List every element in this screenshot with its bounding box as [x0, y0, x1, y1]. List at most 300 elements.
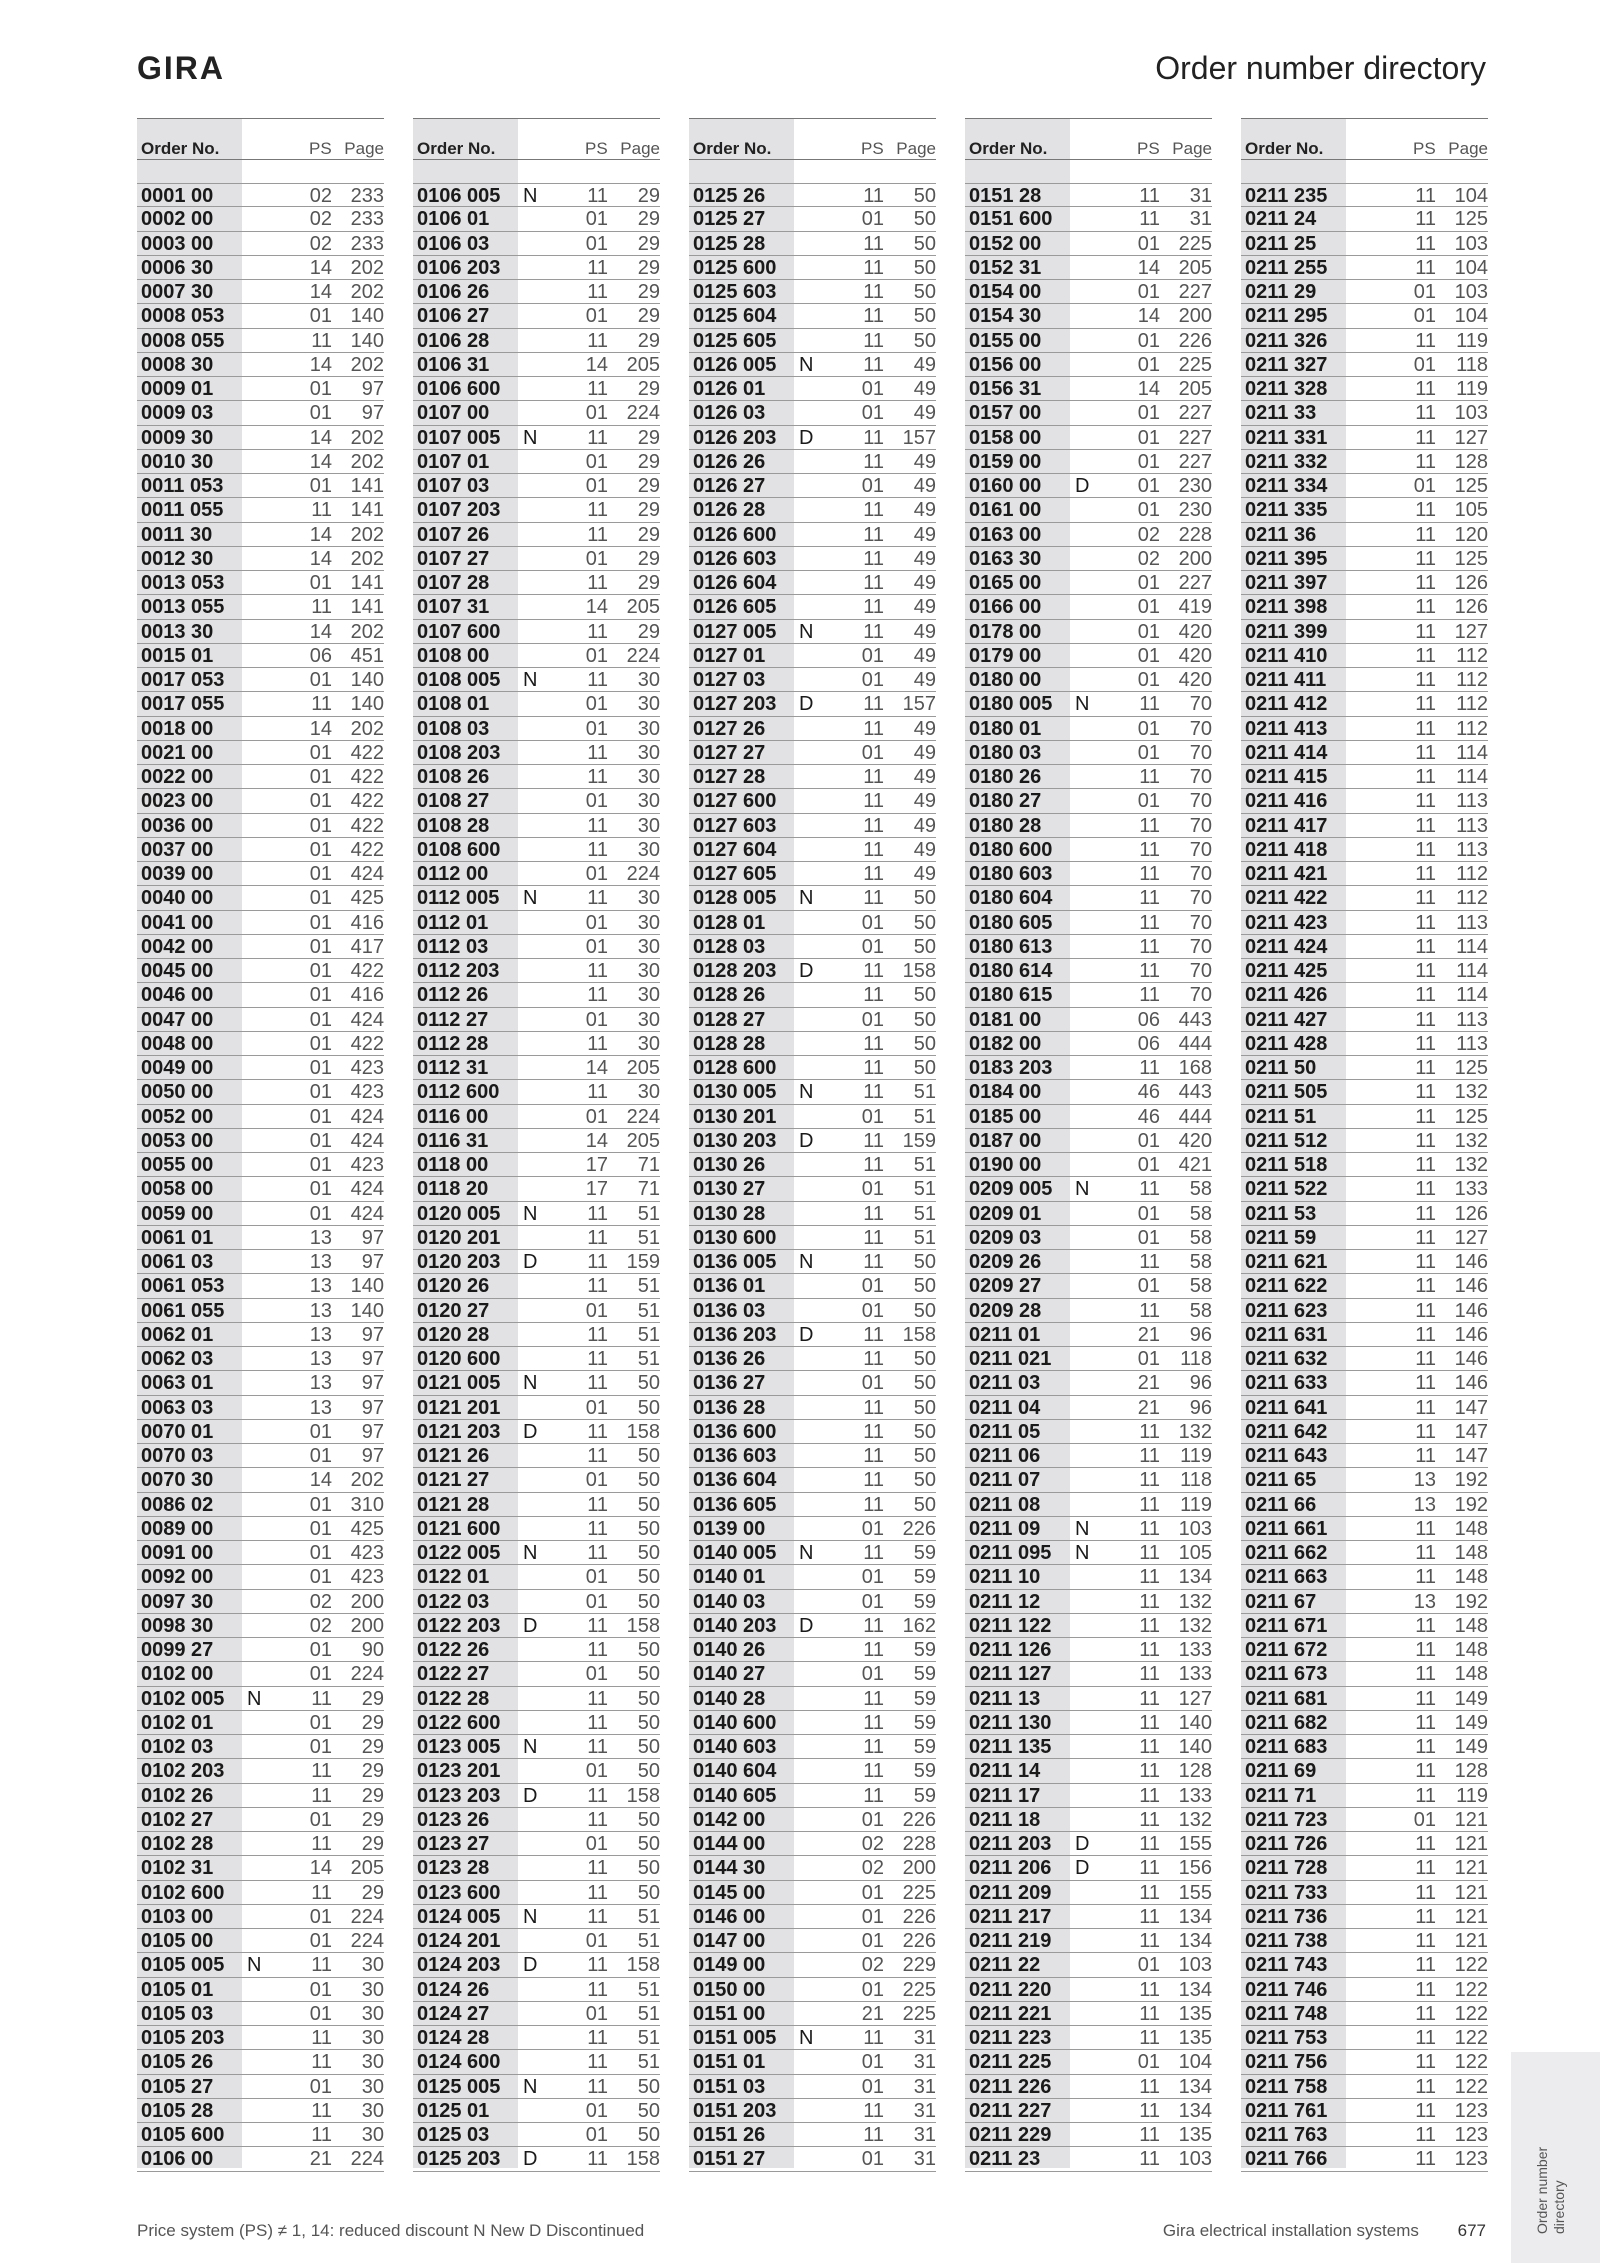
footer-company: Gira electrical installation systems	[1162, 2221, 1419, 2240]
price-system: 11	[1415, 1226, 1436, 1249]
page-ref: 50	[637, 2099, 660, 2122]
status-flag: N	[799, 620, 814, 643]
order-number: 0116 31	[417, 1129, 489, 1152]
table-row	[689, 1347, 936, 1371]
table-row	[137, 1250, 384, 1274]
page-ref: 31	[913, 2075, 936, 2098]
page-ref: 132	[1454, 1081, 1488, 1104]
table-row	[413, 1856, 660, 1880]
table-row	[137, 1953, 384, 1977]
table-row	[965, 207, 1212, 231]
page-ref: 451	[350, 644, 384, 667]
order-number: 0046 00	[141, 984, 214, 1007]
order-number: 0211 229	[969, 2124, 1052, 2146]
page-ref: 158	[902, 1323, 936, 1346]
page-ref: 148	[1454, 1663, 1488, 1686]
table-row	[1241, 1784, 1488, 1808]
price-system: 11	[1139, 863, 1160, 885]
status-flag: N	[523, 2075, 538, 2098]
page-ref: 104	[1454, 305, 1488, 328]
table-row	[1241, 1371, 1488, 1395]
order-number: 0144 00	[693, 1833, 766, 1855]
table-row	[689, 1226, 936, 1250]
table-row	[689, 1129, 936, 1153]
table-row	[137, 1881, 384, 1905]
table-row	[137, 1662, 384, 1686]
table-row	[965, 1590, 1212, 1614]
price-system: 01	[309, 1105, 332, 1128]
price-system: 01	[585, 1833, 608, 1855]
order-number: 0211 512	[1245, 1129, 1328, 1152]
page-ref: 443	[1178, 1081, 1212, 1104]
page-ref: 51	[637, 1323, 660, 1346]
order-number: 0127 27	[693, 741, 766, 764]
page-ref: 425	[350, 1517, 384, 1540]
order-number: 0163 00	[969, 523, 1042, 546]
page-ref: 423	[350, 1081, 384, 1104]
table-row	[137, 1735, 384, 1759]
table-row	[689, 1905, 936, 1929]
page-ref: 30	[637, 693, 660, 716]
page-ref: 49	[913, 669, 936, 691]
table-row	[965, 1905, 1212, 1929]
page-ref: 50	[637, 1881, 660, 1904]
table-row	[1241, 1856, 1488, 1880]
page-ref: 140	[1178, 1736, 1212, 1758]
price-system: 11	[587, 256, 608, 279]
order-number: 0105 00	[141, 1930, 214, 1952]
table-row	[689, 862, 936, 886]
price-system: 11	[863, 1711, 884, 1734]
order-number: 0140 600	[693, 1711, 777, 1734]
price-system: 01	[1413, 353, 1436, 376]
page-ref: 51	[637, 1275, 660, 1298]
page-ref: 127	[1454, 426, 1488, 449]
table-row	[965, 329, 1212, 353]
table-row	[1241, 450, 1488, 474]
order-number: 0209 27	[969, 1275, 1042, 1298]
page-ref: 51	[637, 1930, 660, 1952]
page-ref: 29	[637, 185, 660, 207]
price-system: 01	[585, 2124, 608, 2146]
order-number: 0103 00	[141, 1905, 214, 1928]
price-system: 02	[1137, 547, 1160, 570]
price-system: 14	[1137, 305, 1160, 328]
table-row	[1241, 523, 1488, 547]
price-system: 01	[585, 1396, 608, 1419]
page-ref: 422	[350, 814, 384, 837]
status-flag: N	[1075, 1517, 1090, 1540]
page-ref: 50	[637, 1808, 660, 1831]
order-number: 0128 03	[693, 935, 766, 958]
order-number: 0211 66	[1245, 1493, 1317, 1516]
order-number: 0156 00	[969, 353, 1042, 376]
page-ref: 202	[350, 353, 384, 376]
page-ref: 168	[1178, 1057, 1212, 1079]
order-number: 0127 005	[693, 620, 777, 643]
page-ref: 29	[361, 1881, 384, 1904]
order-number: 0211 673	[1245, 1663, 1328, 1686]
price-system: 01	[309, 1711, 332, 1734]
page-ref: 155	[1178, 1833, 1212, 1855]
page-ref: 113	[1456, 1032, 1488, 1055]
table-row	[413, 1129, 660, 1153]
page-ref: 132	[1178, 1590, 1212, 1613]
price-system: 11	[587, 1639, 608, 1661]
order-number: 0130 203	[693, 1129, 777, 1152]
page-ref: 113	[1456, 814, 1488, 837]
price-system: 01	[861, 1105, 884, 1128]
page-ref: 29	[637, 475, 660, 497]
price-system: 01	[861, 1663, 884, 1686]
table-row	[137, 1905, 384, 1929]
page-ref: 205	[350, 1857, 384, 1880]
page-ref: 202	[350, 256, 384, 279]
table-row	[965, 1614, 1212, 1638]
page-ref: 51	[637, 1202, 660, 1225]
table-row	[137, 2147, 384, 2171]
page-ref: 97	[361, 1348, 384, 1370]
page-ref: 50	[913, 935, 936, 958]
price-system: 11	[587, 1445, 608, 1467]
table-row	[689, 1929, 936, 1953]
table-row	[689, 256, 936, 280]
table-row	[965, 1565, 1212, 1589]
order-number: 0136 26	[693, 1348, 766, 1370]
order-number: 0107 03	[417, 475, 490, 497]
price-system: 13	[309, 1323, 332, 1346]
table-row	[137, 1638, 384, 1662]
status-flag: D	[1075, 475, 1090, 497]
order-number: 0002 00	[141, 208, 214, 231]
table-row	[965, 862, 1212, 886]
order-number: 0211 723	[1245, 1808, 1328, 1831]
table-row	[413, 1347, 660, 1371]
page-ref: 135	[1178, 2124, 1212, 2146]
order-number: 0211 746	[1245, 1978, 1328, 2001]
page-ref: 49	[913, 499, 936, 522]
price-system: 11	[1415, 984, 1436, 1007]
order-number: 0106 28	[417, 329, 490, 352]
status-flag: D	[799, 1129, 814, 1152]
price-system: 13	[309, 1348, 332, 1370]
page-ref: 422	[350, 838, 384, 861]
price-system: 11	[1139, 1833, 1160, 1855]
price-system: 11	[1139, 1420, 1160, 1443]
order-number: 0130 28	[693, 1202, 766, 1225]
page-ref: 126	[1454, 1202, 1488, 1225]
price-system: 11	[587, 572, 608, 594]
page-ref: 149	[1454, 1736, 1488, 1758]
order-number: 0211 33	[1245, 402, 1317, 425]
price-system: 01	[585, 693, 608, 716]
price-system: 02	[309, 1614, 332, 1637]
page-ref: 149	[1454, 1711, 1488, 1734]
table-row	[1241, 2050, 1488, 2074]
table-row	[137, 207, 384, 231]
table-row	[965, 1808, 1212, 1832]
page-ref: 58	[1189, 1202, 1212, 1225]
page-ref: 29	[637, 523, 660, 546]
price-system: 11	[1415, 1275, 1436, 1298]
table-row	[1241, 1129, 1488, 1153]
table-row	[413, 1371, 660, 1395]
page-ref: 50	[637, 2124, 660, 2146]
status-flag: N	[1075, 693, 1090, 716]
table-row	[689, 838, 936, 862]
price-system: 11	[1415, 1105, 1436, 1128]
order-number: 0211 417	[1245, 814, 1328, 837]
order-number: 0140 005	[693, 1542, 777, 1564]
page-ref: 140	[350, 1299, 384, 1322]
price-system: 11	[587, 2148, 608, 2171]
page-ref: 50	[913, 208, 936, 231]
price-system: 11	[587, 1517, 608, 1540]
price-system: 01	[1137, 596, 1160, 619]
table-row	[965, 1299, 1212, 1323]
order-number: 0211 763	[1245, 2124, 1328, 2146]
price-system: 11	[311, 1784, 332, 1807]
table-row	[689, 1396, 936, 1420]
price-system: 11	[1139, 766, 1160, 788]
table-row	[689, 668, 936, 692]
price-system: 11	[587, 185, 608, 207]
order-number: 0211 10	[969, 1566, 1041, 1589]
table-row	[137, 2123, 384, 2147]
page-ref: 59	[913, 1711, 936, 1734]
table-row	[965, 935, 1212, 959]
order-number: 0211 756	[1245, 2051, 1328, 2074]
page-ref: 146	[1454, 1348, 1488, 1370]
page-ref: 226	[902, 1517, 936, 1540]
order-number: 0124 201	[417, 1930, 501, 1952]
page-ref: 49	[913, 353, 936, 376]
page-ref: 70	[1189, 838, 1212, 861]
price-system: 11	[1139, 185, 1160, 207]
page-ref: 423	[350, 1542, 384, 1564]
price-system: 01	[309, 1178, 332, 1201]
page-ref: 226	[902, 1930, 936, 1952]
price-system: 01	[585, 790, 608, 813]
price-system: 14	[1137, 256, 1160, 279]
price-system: 11	[863, 1736, 884, 1758]
order-number: 0061 03	[141, 1251, 214, 1273]
order-number: 0182 00	[969, 1032, 1042, 1055]
price-system: 11	[1139, 1178, 1160, 1201]
page-ref: 50	[913, 1032, 936, 1055]
price-system: 14	[585, 353, 608, 376]
order-number: 0122 01	[417, 1566, 490, 1589]
header-order-no: Order No.	[141, 139, 220, 158]
table-row	[1241, 1493, 1488, 1517]
page-ref: 120	[1454, 523, 1488, 546]
table-row	[137, 183, 384, 207]
order-number: 0152 00	[969, 232, 1042, 255]
order-number: 0209 03	[969, 1226, 1042, 1249]
page-ref: 30	[637, 960, 660, 982]
order-number: 0121 203	[417, 1420, 501, 1443]
price-system: 11	[1415, 887, 1436, 910]
table-row	[1241, 1905, 1488, 1929]
order-number: 0178 00	[969, 620, 1042, 643]
price-system: 11	[587, 1081, 608, 1104]
order-number: 0211 395	[1245, 547, 1328, 570]
price-system: 11	[1415, 1178, 1436, 1201]
status-flag: D	[799, 960, 814, 982]
order-number: 0211 326	[1245, 329, 1328, 352]
price-system: 11	[587, 1226, 608, 1249]
order-number: 0151 03	[693, 2075, 766, 2098]
table-row	[413, 1565, 660, 1589]
price-system: 11	[311, 1687, 332, 1710]
price-system: 11	[1415, 1032, 1436, 1055]
order-number: 0128 005	[693, 887, 777, 910]
order-number: 0180 01	[969, 717, 1042, 740]
order-number: 0107 600	[417, 620, 501, 643]
header-ps: PS	[1413, 139, 1436, 158]
page-ref: 51	[637, 1299, 660, 1322]
order-number: 0211 127	[969, 1663, 1052, 1686]
page-ref: 70	[1189, 766, 1212, 788]
order-number: 0123 600	[417, 1881, 501, 1904]
order-number: 0091 00	[141, 1542, 214, 1564]
table-row	[965, 1978, 1212, 2002]
page-ref: 50	[637, 1663, 660, 1686]
price-system: 11	[587, 378, 608, 400]
order-number: 0123 26	[417, 1808, 490, 1831]
page-ref: 147	[1454, 1445, 1488, 1467]
table-row	[965, 1662, 1212, 1686]
table-row	[965, 1226, 1212, 1250]
table-row	[689, 280, 936, 304]
table-row	[413, 1274, 660, 1298]
page-ref: 140	[350, 329, 384, 352]
table-row	[137, 1008, 384, 1032]
table-row	[689, 1008, 936, 1032]
table-row	[137, 862, 384, 886]
price-system: 14	[309, 353, 332, 376]
page-ref: 59	[913, 1639, 936, 1661]
table-row	[689, 498, 936, 522]
page-ref: 30	[637, 887, 660, 910]
price-system: 11	[587, 741, 608, 764]
page-ref: 50	[637, 1396, 660, 1419]
table-row	[413, 1080, 660, 1104]
table-row	[689, 1711, 936, 1735]
price-system: 11	[1415, 911, 1436, 934]
page-ref: 49	[913, 547, 936, 570]
page-ref: 29	[637, 547, 660, 570]
table-row	[137, 1080, 384, 1104]
directory-column-3	[689, 118, 936, 2171]
order-number: 0130 600	[693, 1226, 777, 1249]
order-number: 0151 01	[693, 2051, 766, 2074]
page-ref: 424	[350, 1105, 384, 1128]
table-row	[1241, 1662, 1488, 1686]
column-header	[965, 118, 1212, 160]
page-ref: 158	[626, 1954, 660, 1977]
price-system: 01	[1137, 426, 1160, 449]
order-number: 0121 28	[417, 1493, 490, 1516]
page-ref: 50	[637, 1711, 660, 1734]
page-ref: 227	[1178, 281, 1212, 303]
order-number: 0126 26	[693, 450, 766, 473]
page-ref: 132	[1178, 1808, 1212, 1831]
price-system: 11	[1415, 450, 1436, 473]
table-row	[965, 959, 1212, 983]
order-number: 0180 613	[969, 935, 1053, 958]
price-system: 06	[1137, 1032, 1160, 1055]
order-number: 0211 71	[1245, 1784, 1317, 1807]
price-system: 01	[861, 644, 884, 667]
table-row	[965, 1687, 1212, 1711]
price-system: 11	[1415, 2051, 1436, 2074]
page-ref: 227	[1178, 402, 1212, 425]
price-system: 11	[1139, 1299, 1160, 1322]
page-ref: 70	[1189, 984, 1212, 1007]
page-ref: 135	[1178, 2027, 1212, 2049]
status-flag: N	[799, 1251, 814, 1273]
page-ref: 49	[913, 863, 936, 885]
page-ref: 49	[913, 596, 936, 619]
price-system: 11	[863, 790, 884, 813]
order-number: 0128 600	[693, 1057, 777, 1079]
page-ref: 126	[1454, 596, 1488, 619]
price-system: 11	[863, 1784, 884, 1807]
order-number: 0211 633	[1245, 1372, 1328, 1395]
page-ref: 192	[1454, 1493, 1488, 1516]
price-system: 01	[861, 2051, 884, 2074]
table-row	[137, 1517, 384, 1541]
page-ref: 104	[1454, 256, 1488, 279]
page-ref: 122	[1454, 2075, 1488, 2098]
price-system: 01	[861, 1590, 884, 1613]
table-row	[965, 232, 1212, 256]
order-number: 0041 00	[141, 911, 214, 934]
page-ref: 228	[902, 1833, 936, 1855]
table-row	[689, 1662, 936, 1686]
table-row	[137, 547, 384, 571]
order-number: 0011 055	[141, 499, 224, 522]
order-number: 0211 219	[969, 1930, 1052, 1952]
order-number: 0211 683	[1245, 1736, 1328, 1758]
page-ref: 103	[1454, 402, 1488, 425]
page-ref: 225	[1178, 353, 1212, 376]
order-number: 0124 005	[417, 1905, 501, 1928]
price-system: 11	[1415, 208, 1436, 231]
price-system: 11	[863, 2124, 884, 2146]
order-number: 0211 421	[1245, 863, 1328, 885]
price-system: 11	[1415, 1736, 1436, 1758]
price-system: 11	[1415, 1930, 1436, 1952]
order-number: 0211 18	[969, 1808, 1041, 1831]
order-number: 0211 761	[1245, 2099, 1328, 2122]
page-ref: 30	[361, 2027, 384, 2049]
price-system: 01	[585, 2002, 608, 2025]
status-flag: N	[523, 669, 538, 691]
price-system: 11	[1415, 1008, 1436, 1031]
price-system: 11	[311, 329, 332, 352]
table-row	[689, 401, 936, 425]
table-row	[137, 595, 384, 619]
price-system: 01	[1137, 669, 1160, 691]
page-ref: 29	[637, 208, 660, 231]
price-system: 11	[1139, 1905, 1160, 1928]
price-system: 11	[1415, 1542, 1436, 1564]
page-ref: 105	[1178, 1542, 1212, 1564]
page-ref: 29	[637, 426, 660, 449]
order-number: 0105 28	[141, 2099, 214, 2122]
